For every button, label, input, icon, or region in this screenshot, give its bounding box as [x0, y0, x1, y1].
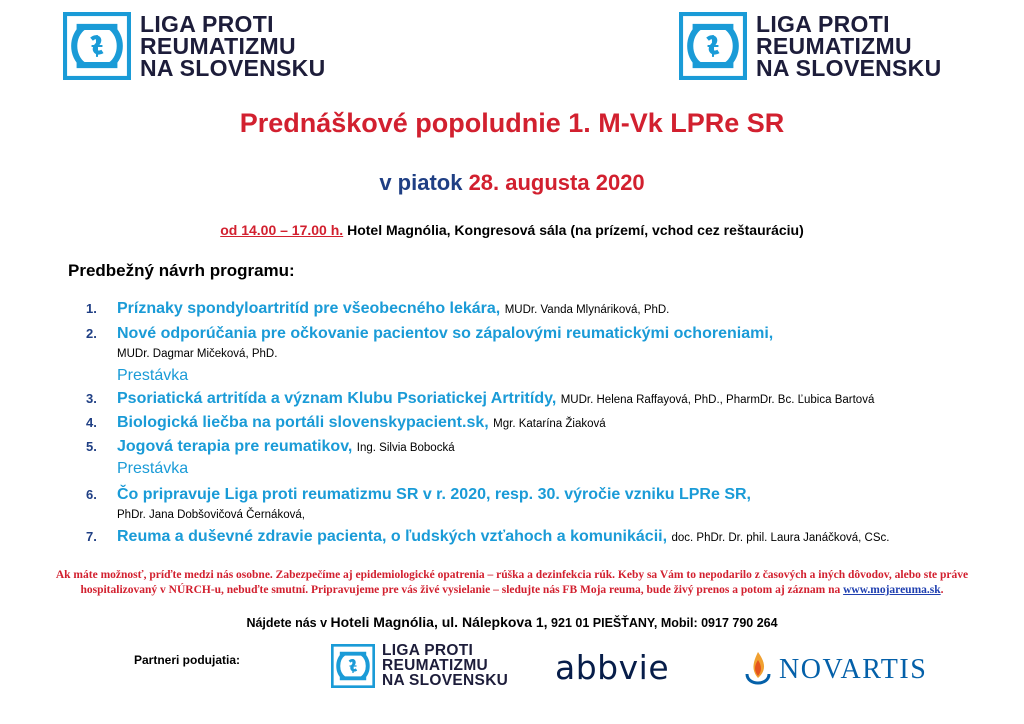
liga-logo-icon — [62, 12, 132, 80]
program-item — [86, 528, 889, 546]
logo-line-1: LIGA PROTI — [756, 11, 890, 37]
program-item — [86, 325, 773, 343]
item-title: Biologická liečba na portáli slovenskypacient.sk, — [117, 414, 489, 431]
event-time-venue — [0, 222, 1024, 238]
logo-line-1: LIGA PROTI — [140, 11, 274, 37]
liga-logo-icon — [330, 644, 376, 688]
item-title: Psoriatická artritída a význam Klubu Psoriatickej Artritídy, — [117, 390, 557, 407]
pause-label: Prestávka — [117, 367, 189, 384]
logo-text — [756, 13, 942, 79]
item-speaker: Ing. Silvia Bobocká — [356, 442, 455, 454]
mojareuma-link[interactable]: www.mojareuma.sk — [843, 583, 941, 596]
item-speaker: MUDr. Dagmar Mičeková, PhD. — [117, 348, 278, 360]
program-item — [86, 390, 874, 408]
program-item — [86, 438, 455, 456]
logo-line-1: LIGA PROTI — [382, 642, 474, 659]
item-title: Reuma a duševné zdravie pacienta, o ľudských vzťahoch a komunikácii, — [117, 528, 668, 545]
logo-line-2: REUMATIZMU — [756, 33, 912, 59]
contact-city-phone: 921 01 PIEŠŤANY, Mobil: 0917 790 264 — [547, 616, 778, 630]
item-title: Príznaky spondyloartritíd pre všeobecného lekára, — [117, 300, 501, 317]
notice-end: . — [940, 583, 944, 596]
logo-line-2: REUMATIZMU — [382, 657, 489, 674]
event-title: Prednáškové popoludnie 1. M-Vk LPRe SR — [239, 108, 785, 138]
liga-logo-icon — [678, 12, 748, 80]
contact-prefix: Nájdete nás v — [246, 616, 331, 630]
partner-logo-novartis — [745, 650, 927, 690]
program-item — [86, 300, 669, 318]
novartis-flame-icon — [745, 650, 771, 690]
contact-hotel: Hoteli Magnólia, ul. Nálepkova 1, — [330, 614, 548, 630]
item-speaker: doc. PhDr. Dr. phil. Laura Janáčková, CSc. — [671, 532, 890, 544]
novartis-text: NOVARTIS — [779, 654, 928, 685]
partners-label: Partneri podujatia: — [134, 653, 241, 667]
logo-line-3: NA SLOVENSKU — [756, 55, 942, 81]
item-number: 2. — [86, 326, 97, 341]
item-title: Jogová terapia pre reumatikov, — [117, 438, 353, 455]
item-number: 6. — [86, 487, 97, 502]
logo-line-3: NA SLOVENSKU — [140, 55, 326, 81]
item-speaker: MUDr. Helena Raffayová, PhD., PharmDr. Bc. Ľubica Bartová — [560, 394, 875, 406]
logo-text — [140, 13, 326, 79]
logo-text — [382, 643, 508, 688]
item-number: 1. — [86, 301, 97, 316]
time-range: od 14.00 – 17.00 h. — [220, 222, 344, 238]
item-number: 7. — [86, 529, 97, 544]
program-item — [86, 414, 606, 432]
item-number: 3. — [86, 391, 97, 406]
item-number: 5. — [86, 439, 97, 454]
notice-text: Ak máte možnosť, príďte medzi nás osobne. Zabezpečíme aj epidemiologické opatrenia – rúška a dezinfekcia rúk. Keby sa Vám to nepodarilo z časových a iných dôvodov, alebo ste práve hospitalizovaný v NÚRCH-u, nebuďte smutní. Pripravujeme pre vás živé vysielanie – sledujte nás FB Moja reuma, bude živý prenos a potom aj záznam na — [55, 569, 969, 596]
logo-line-3: NA SLOVENSKU — [382, 672, 509, 689]
partner-logo-abbvie: abbvie — [555, 648, 670, 687]
item-speaker: MUDr. Vanda Mlynáriková, PhD. — [504, 304, 670, 316]
item-title: Nové odporúčania pre očkovanie pacientov so zápalovými reumatickými ochoreniami, — [117, 325, 774, 342]
date-prefix: v piatok — [379, 170, 469, 195]
venue: Hotel Magnólia, Kongresová sála (na prízemí, vchod cez reštauráciu) — [343, 222, 804, 238]
logo-line-2: REUMATIZMU — [140, 33, 296, 59]
item-title: Čo pripravuje Liga proti reumatizmu SR v r. 2020, resp. 30. výročie vzniku LPRe SR, — [117, 486, 751, 503]
logo-left — [62, 12, 326, 80]
event-date — [0, 170, 1024, 196]
attendance-notice — [55, 568, 969, 597]
item-number: 4. — [86, 415, 97, 430]
item-speaker: Mgr. Katarína Žiaková — [493, 418, 606, 430]
program-heading: Predbežný návrh programu: — [68, 261, 295, 280]
program-item — [86, 486, 751, 504]
contact-line — [0, 614, 1024, 630]
pause-label: Prestávka — [117, 460, 189, 477]
date-highlight: 28. augusta 2020 — [468, 170, 645, 195]
logo-right — [678, 12, 942, 80]
item-speaker: PhDr. Jana Dobšovičová Černáková, — [117, 509, 305, 521]
partner-logo-liga — [330, 643, 508, 688]
